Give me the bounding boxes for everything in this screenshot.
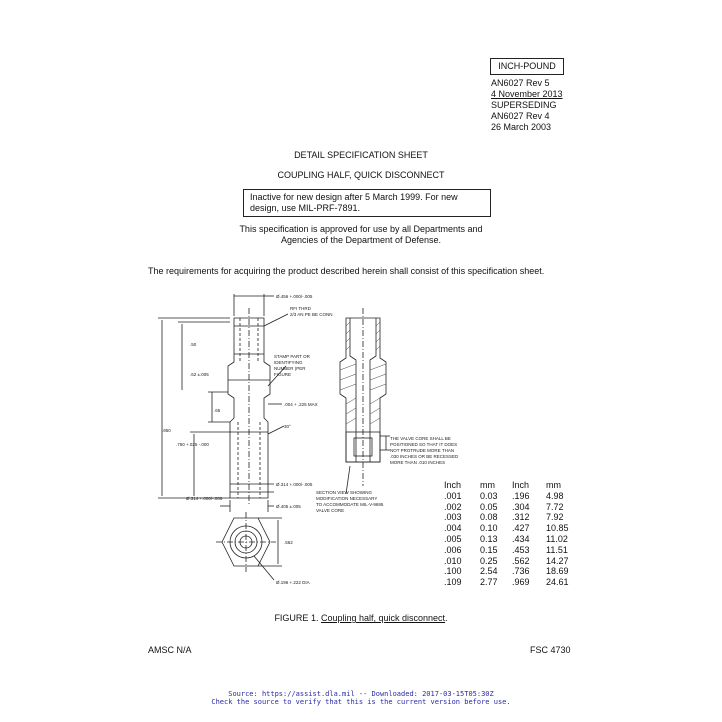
stamp-note-3: NUMBER (PER: [274, 366, 306, 371]
table-row: [444, 502, 580, 513]
cell-mm: 0.03: [480, 490, 498, 501]
approval-line-1: This specification is approved for use by all Departments and: [239, 224, 483, 234]
cell-mm: 4.98: [546, 490, 564, 501]
cell-inch: .434: [512, 533, 530, 544]
document-subtitle: COUPLING HALF, QUICK DISCONNECT: [277, 170, 445, 180]
notice-line-1: Inactive for new design after 5 March 1999. For new: [250, 192, 458, 202]
revision-date: 4 November 2013: [491, 89, 563, 99]
superseded-date: 26 March 2003: [491, 122, 552, 132]
cell-mm: 7.92: [546, 512, 564, 523]
cell-inch: .100: [444, 566, 462, 577]
source-notice: [0, 690, 722, 706]
dim-50: .50: [190, 342, 197, 347]
dim-750: .750 +.025 -.000: [176, 442, 209, 447]
document-title: DETAIL SPECIFICATION SHEET: [294, 150, 428, 160]
cell-inch: .002: [444, 501, 462, 512]
cell-mm: 0.13: [480, 533, 498, 544]
cell-inch: .427: [512, 523, 530, 534]
cell-mm: 0.10: [480, 523, 498, 534]
dim-950: .950: [162, 428, 171, 433]
table-row: [444, 556, 580, 567]
revision-line: AN6027 Rev 5: [491, 78, 550, 88]
dim-top-diameter: Ø.456 +.000/-.005: [276, 294, 313, 299]
cell-inch: .006: [444, 544, 462, 555]
table-row: [444, 566, 580, 577]
cell-mm: 0.25: [480, 555, 498, 566]
table-row: [444, 534, 580, 545]
cell-inch: .001: [444, 490, 462, 501]
inch-pound-badge: [490, 58, 564, 75]
requirements-statement: The requirements for acquiring the product described herein shall consist of this specification sheet.: [148, 266, 545, 276]
cell-mm: 14.27: [546, 555, 569, 566]
table-row: [444, 512, 580, 523]
conversion-table-header: [444, 480, 580, 491]
notice-line-2: design, use MIL-PRF-7891.: [250, 203, 361, 213]
inactive-notice-box: [243, 189, 491, 217]
section-note-4: VALVE CORE: [316, 508, 345, 513]
table-row: [444, 491, 580, 502]
cell-inch: .010: [444, 555, 462, 566]
dim-405: Ø.405 ±.005: [276, 504, 301, 509]
thread-note-1: RFI THRD: [290, 306, 311, 311]
dim-314-a: Ø.314 +.000/-.005: [276, 482, 313, 487]
figure-title: Coupling half, quick disconnect: [320, 613, 446, 623]
cell-inch: .004: [444, 523, 462, 534]
approval-statement: [0, 224, 722, 246]
cell-inch: .453: [512, 544, 530, 555]
cell-inch: .196: [512, 490, 530, 501]
superseded-revision: AN6027 Rev 4: [491, 111, 550, 121]
cell-inch: .005: [444, 533, 462, 544]
header-inch: Inch: [512, 480, 530, 490]
inch-pound-label: INCH-POUND: [498, 61, 556, 71]
dim-004: .004 + .225 MAX: [284, 402, 318, 407]
cell-mm: 0.08: [480, 512, 498, 523]
hex-dim: .562: [284, 540, 293, 545]
valve-note-2: POSITIONED SO THAT IT DOES: [390, 442, 458, 447]
cell-inch: .003: [444, 512, 462, 523]
footer-fsc: FSC 4730: [530, 645, 571, 655]
valve-note-3: NOT PROTRUDE MORE THAN: [390, 448, 455, 453]
hex-dia: Ø.196 +.222 DIA: [276, 580, 310, 585]
stamp-note-2: IDENTIFYING: [274, 360, 303, 365]
approval-line-2: Agencies of the Department of Defense.: [280, 235, 442, 245]
stamp-note-1: STAMP PART OR: [274, 354, 310, 359]
table-row: [444, 577, 580, 588]
cell-inch: .312: [512, 512, 530, 523]
cell-inch: .304: [512, 501, 530, 512]
header-mm: mm: [546, 480, 561, 490]
source-line-1: Source: https://assist.dla.mil -- Downloaded: 2017-03-15T05:30Z: [228, 690, 494, 698]
cell-mm: 11.02: [546, 533, 568, 544]
cell-mm: 7.72: [546, 501, 564, 512]
header-inch: Inch: [444, 480, 462, 490]
revision-block: [491, 78, 563, 133]
dim-65: .65: [214, 408, 221, 413]
section-note-1: SECTION VIEW SHOWING: [316, 490, 373, 495]
cell-inch: .969: [512, 577, 530, 588]
conversion-table: [444, 480, 580, 588]
cell-mm: 2.54: [480, 566, 498, 577]
dim-314-b: Ø.314 +.000/-.006: [186, 496, 223, 501]
valve-note-1: THE VALVE CORE SHALL BE: [390, 436, 451, 441]
source-line-2: Check the source to verify that this is the current version before use.: [211, 698, 511, 706]
section-note-3: TO ACCOMMODATE MIL-V-9695: [316, 502, 384, 507]
valve-note-5: MORE THAN .010 INCHES: [390, 460, 446, 465]
figure-caption: FIGURE 1. Coupling half, quick disconnect.: [274, 613, 448, 623]
cell-mm: 11.51: [546, 544, 568, 555]
section-note-2: MODIFICATION NECESSARY: [316, 496, 378, 501]
stamp-note-4: FIGURE: [274, 372, 292, 377]
cell-inch: .562: [512, 555, 530, 566]
thread-note-2: 2/3 AN PE BE CONN: [290, 312, 333, 317]
cell-inch: .109: [444, 577, 462, 588]
footer-amsc: AMSC N/A: [148, 645, 192, 655]
table-row: [444, 523, 580, 534]
cell-mm: 24.61: [546, 577, 569, 588]
table-row: [444, 545, 580, 556]
cell-mm: 0.05: [480, 501, 498, 512]
cell-mm: 0.15: [480, 544, 498, 555]
cell-mm: 2.77: [480, 577, 498, 588]
dim-62: .62 ±.005: [190, 372, 209, 377]
header-mm: mm: [480, 480, 495, 490]
cell-mm: 10.85: [546, 523, 569, 534]
valve-note-4: .030 INCHES OR BE RECESSED: [390, 454, 459, 459]
cell-inch: .736: [512, 566, 530, 577]
superseding-label: SUPERSEDING: [491, 100, 557, 110]
cell-mm: 18.69: [546, 566, 569, 577]
dim-30: 30°: [284, 424, 291, 429]
figure-label: FIGURE 1.: [274, 613, 319, 623]
